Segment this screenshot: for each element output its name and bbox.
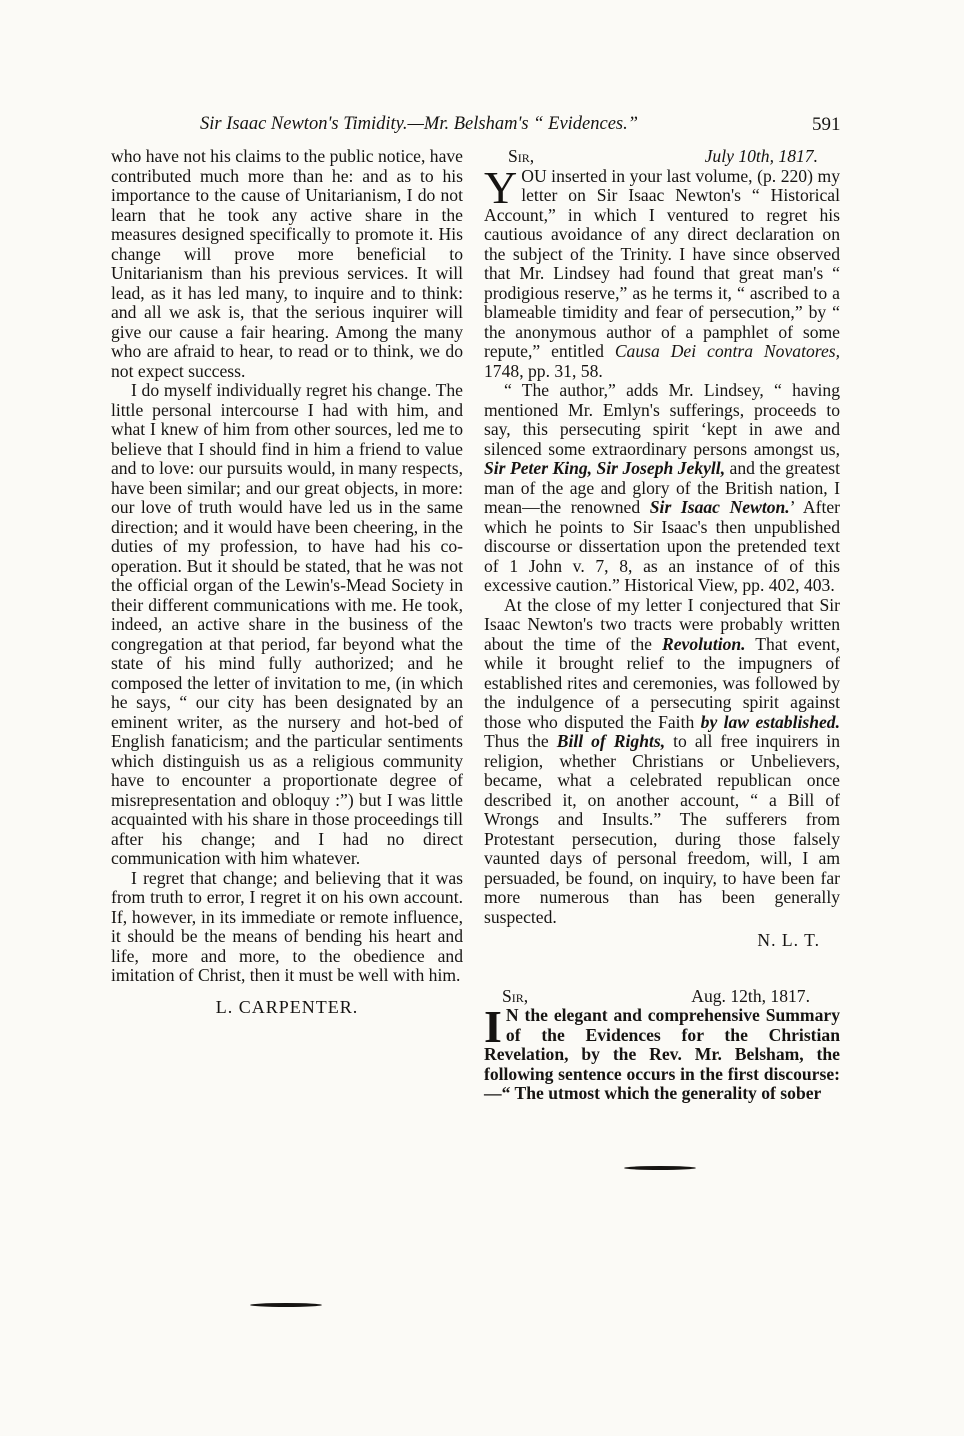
letter1-paragraph-3: [484, 596, 840, 928]
letter1-p3-a: At the close of my letter I conjectured that Sir Isaac Newton's two tracts were probably written about the time of the: [484, 594, 840, 654]
left-column: [111, 147, 463, 1017]
letter1-p2-newton: Sir Isaac Newton.: [649, 497, 790, 517]
left-paragraph-3: I regret that change; and believing that it was from truth to error, I regret it on his own account. If, however, in its immediate or remote influence, it should be the means of bending his heart and life, more and more, to the obedience and imitation of Christ, then it must be well with him.: [111, 867, 463, 985]
letter1-p3-c: Thus the: [484, 731, 557, 751]
letter1-heading: [484, 147, 840, 167]
section-divider-left: [250, 1303, 322, 1307]
letter2-salutation: Sir,: [502, 985, 529, 1006]
letter1-date: July 10th, 1817.: [704, 146, 818, 166]
letter1-dropcap: Y: [484, 161, 518, 213]
letter2-date: Aug. 12th, 1817.: [691, 985, 810, 1006]
letter2-paragraph-1: [484, 1001, 840, 1104]
letter1-p3-bill: Bill of Rights,: [556, 731, 666, 751]
right-column: [484, 147, 840, 1104]
letter1-p1-title: Causa Dei contra Novatores,: [614, 341, 841, 361]
letter1-p3-law: by law established.: [700, 711, 841, 732]
section-divider-right: [624, 1166, 696, 1170]
letter1-p2-names: Sir Peter King, Sir Joseph Jekyll,: [484, 458, 726, 478]
letter1-paragraph-2: [484, 381, 840, 596]
letter1-p1-end: 1748, pp. 31, 58.: [484, 360, 603, 381]
left-signature: L. CARPENTER.: [215, 996, 359, 1017]
letter1-p3-b: That event, while it brought relief to the impugners of established rites and ceremonies, was followed by the indulgence of a persecuting spirit against those who disputed the Faith: [484, 633, 841, 732]
letter1-salutation: Sir,: [508, 146, 535, 166]
letter1-p2-b: and the greatest man of the age and glory of the British nation, I mean—the renowned: [484, 458, 840, 517]
running-head: [200, 114, 840, 135]
letter1-p3-d: to all free inquirers in religion, whether Christians or Unbelievers, became, what a celebrated republican once described it, on another account, “ a Bill of Wrongs and Insults.” The sufferers from Protestant persecution, during those falsely vaunted days of personal freedom, will, I am persuaded, be found, on inquiry, to have been far more numerous than has been generally suspected.: [484, 731, 840, 927]
running-head-title: Sir Isaac Newton's Timidity.—Mr. Belsham's “ Evidences.”: [200, 114, 639, 134]
letter1-p2-c: ’ After which he points to Sir Isaac's then unpublished discourse or dissertation upon the pretended text of 1 John v. 7, 8, as an instance of of this excessive caution.” Historical View, pp. 402, 403.: [484, 497, 841, 595]
left-paragraph-1: who have not his claims to the public notice, have contributed much more than he: and as to his importance to the cause of Unitarianism, I do not learn that he took any active share in the measures designed specifically to promote it. His change will prove more beneficial to Unitarianism than his previous services. It will lead, as it has led many, to inquire and to think: and all we ask is, that the serious inquirer will give our cause a fair hearing. Among the many who are afraid to hear, to read or to think, we do not expect success.: [111, 146, 463, 381]
page-number: 591: [812, 114, 841, 135]
letter2-p1-text: N the elegant and comprehensive Summary of the Evidences for the Christian Revelation, by the Rev. Mr. Belsham, the following sentence occurs in the first discourse:—“ The utmost which the generality of sober: [484, 1005, 840, 1103]
letter-divider-space: [484, 951, 840, 973]
letter2-dropcap: I: [484, 1001, 502, 1052]
letter1-paragraph-1: [484, 161, 841, 382]
left-paragraph-2: I do myself individually regret his change. The little personal intercourse I had with him, and what I knew of him from other sources, led me to believe that I should find in him a friend to value and to love: our pursuits would, in many respects, have been similar; and our great objects, in more: our love of truth would have led us in the same direction; and it would have been cheering, in the duties of my profession, to have had his co-operation. But it should be stated, that he was not the official organ of the Lewin's-Mead Society in their different communications with me. He took, indeed, an active share in the business of the congregation at that period, far beyond what the state of his mind fully authorized; and he composed the letter of invitation to me, (in which he says, “ our city has been designated by an eminent writer, as the nursery and hot-bed of English fanaticism; and the particular sentiments which distinguish us as a religious community have to encounter a proportionate degree of misrepresentation and obloquy :”) but I was little acquainted with his share in those proceedings till after his change; and I had no direct communication with him whatever.: [111, 380, 463, 868]
letter1-signature: N. L. T.: [757, 930, 820, 950]
letter2-heading: [484, 987, 840, 1007]
letter1-p2-a: “ The author,” adds Mr. Lindsey, “ having mentioned Mr. Emlyn's sufferings, proceeds to say, this persecuting spirit ‘kept in awe and silenced some extraordinary persons amongst us,: [484, 380, 840, 459]
letter1-p3-revolution: Revolution.: [662, 633, 746, 654]
letter1-p1-text: OU inserted in your last volume, (p. 220) my letter on Sir Isaac Newton's “ Historical Account,” in which I ventured to regret his cautious avoidance of any direct declaration on the subject of the Trinity. I have since observed that Mr. Lindsey had found that great man's “ prodigious reserve,” as he terms it, “ ascribed to a blameable timidity and fear of persecution,” by “ the anonymous author of a pamphlet of some repute,” entitled: [484, 165, 840, 361]
